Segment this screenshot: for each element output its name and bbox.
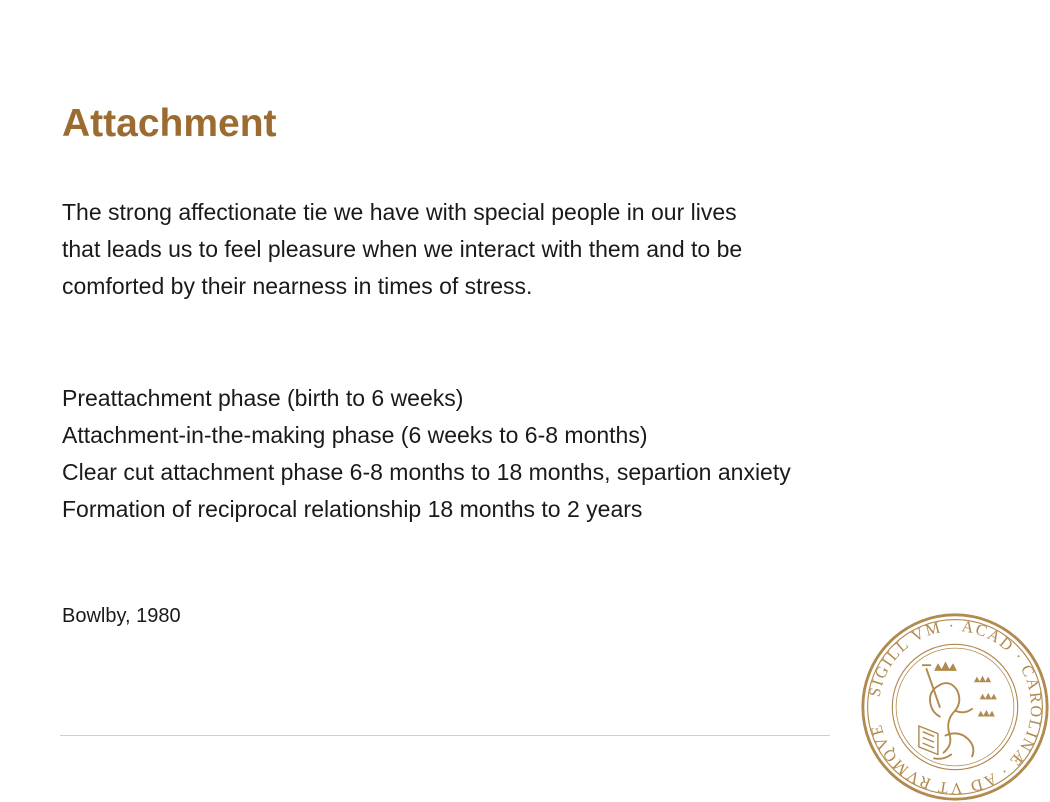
university-seal-logo (860, 612, 1050, 802)
phase-item: Clear cut attachment phase 6-8 months to 18 months, separtion anxiety (62, 459, 791, 485)
phase-list (62, 380, 791, 528)
citation: Bowlby, 1980 (62, 605, 181, 627)
definition-line: comforted by their nearness in times of stress. (62, 273, 533, 299)
slide-title: Attachment (62, 102, 277, 145)
definition-text (62, 194, 742, 305)
phase-item: Attachment-in-the-making phase (6 weeks to 6-8 months) (62, 422, 648, 448)
footer-divider (60, 735, 830, 736)
phase-item: Preattachment phase (birth to 6 weeks) (62, 385, 464, 411)
phase-item: Formation of reciprocal relationship 18 months to 2 years (62, 496, 643, 522)
definition-line: The strong affectionate tie we have with special people in our lives (62, 199, 737, 225)
seal-lettering: SIGILL VM · ACAD · CAROLINÆ · AD VT RVMQVE (866, 617, 1045, 797)
definition-line: that leads us to feel pleasure when we interact with them and to be (62, 236, 743, 262)
